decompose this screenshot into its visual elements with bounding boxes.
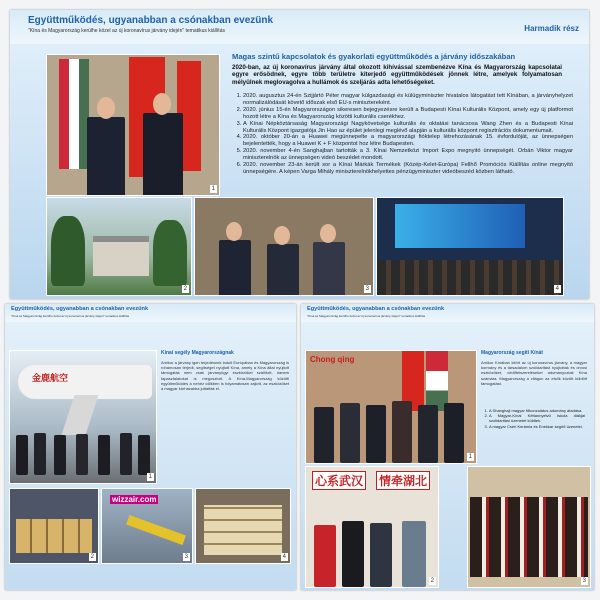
event-item: 3. A Kínai Népköztársaság Magyarországi Nagykövetsége kulturális és oktatási tanácsosa Wang Zhen és a Budapesti Kínai Kulturális Központ igazgatója Jin Hao az épület jelenlegi meglévő alapján a kulturális központ regisztrációs dokumentumait. bbox=[243, 121, 573, 135]
official-3-head bbox=[320, 224, 336, 243]
building bbox=[93, 236, 149, 276]
header-title: Együttműködés, ugyanabban a csónakban evezünk bbox=[307, 306, 445, 312]
photo-number: 2 bbox=[90, 554, 94, 560]
tree-right bbox=[153, 220, 187, 286]
official-1 bbox=[219, 240, 251, 296]
photo-number: 4 bbox=[282, 554, 286, 560]
exhibition-page-3 bbox=[301, 304, 594, 590]
header-subtitle: "Kína és Magyarország kerülhe közel az új koronavírus járvány idején" tematikus kiállítás bbox=[11, 314, 130, 318]
header-title: Együttműködés, ugyanabban a csónakban evezünk bbox=[11, 306, 149, 312]
aid-item: 2. A Magyar-Kínai Kéttannyelvű Iskola diákjai szolidaritási üzenetet küldtek. bbox=[489, 413, 585, 423]
person bbox=[76, 434, 88, 475]
exhibition-page-1 bbox=[10, 10, 589, 299]
photo-number: 1 bbox=[148, 474, 152, 480]
person bbox=[54, 435, 66, 475]
aid-list bbox=[481, 408, 585, 429]
person bbox=[392, 401, 412, 463]
banner-left: 心系武汉 bbox=[312, 471, 366, 490]
airline-text: 金鹿航空 bbox=[32, 373, 69, 383]
person-2 bbox=[143, 113, 183, 196]
header-part-label: Harmadik rész bbox=[524, 24, 579, 33]
choir-row bbox=[470, 497, 588, 577]
body-text: Amikor Kínában kitört az új koronavírus járvány, a magyar kormány és a társadalom szolidaritást nyújtottak és orvosi eszközöket, védőfelszereléseket adományoztak Kína számára. Magyarország a világon az elsők között küldött támogatást. bbox=[481, 360, 587, 386]
person-1-head bbox=[97, 97, 115, 119]
section-title: Magas szintű kapcsolatok és gyakorlati együttműködés a járvány időszakában bbox=[232, 52, 516, 61]
event-item: 4. 2020. október 20-án a Huawei megünnepelte a magyarországi fióktelep létrehozásának 15. évfordulóját, az ünnepségen bejelentették, hogy a Huawei K + F központot hoz létre Budapesten. bbox=[243, 134, 573, 148]
student bbox=[342, 521, 364, 587]
event-item: 1. 2020. augusztus 24-én Szijjártó Péter magyar külgazdasági és külügyminiszter hivatalos látogatást tett Kínában, a járványhelyzet normalizálódását követő időszak első EU-s minisztereként. bbox=[243, 93, 573, 107]
photo-huawei-event bbox=[376, 197, 564, 296]
person bbox=[98, 435, 110, 475]
person bbox=[366, 405, 386, 463]
official-2 bbox=[267, 244, 299, 296]
person bbox=[340, 403, 360, 463]
photo-wizzair-unloading bbox=[101, 488, 193, 564]
person bbox=[138, 435, 150, 475]
photo-number: 4 bbox=[555, 286, 559, 292]
event-item: 6. 2020. november 23-án került sor a Kínai Márkák Termékek (Közép-Kelet-Európa) Fellhő Promóciós Kiállítás online megnyitó ünnepségére. A képen Varga Mihály miniszterelnökhelyettes pénzügyminiszter videóbeszéd közben látható. bbox=[243, 162, 573, 176]
section-title: Kínai segély Magyarországnak bbox=[161, 350, 234, 356]
photo-number: 3 bbox=[582, 578, 586, 584]
official-1-head bbox=[226, 222, 242, 241]
page-header bbox=[10, 10, 589, 45]
person bbox=[34, 433, 46, 475]
exhibition-page-2 bbox=[5, 304, 296, 590]
header-subtitle: "Kína és Magyarország kerülhe közel az új koronavírus járvány idején" tematikus kiállítás bbox=[307, 314, 426, 318]
person bbox=[16, 435, 28, 475]
person bbox=[418, 405, 438, 463]
page-header bbox=[301, 304, 594, 323]
photo-aid-plane-arrival bbox=[9, 350, 157, 484]
photo-number: 2 bbox=[183, 286, 187, 292]
photo-students-solidarity bbox=[305, 466, 439, 588]
photo-warehouse-boxes bbox=[195, 488, 291, 564]
aid-item: 1. A Shanghaji magyar főkonzulátus adomány átadása. bbox=[489, 408, 585, 413]
tree-left bbox=[51, 216, 85, 286]
header-subtitle: "Kína és Magyarország kerülhe közel az új koronavírus járvány idején" tematikus kiállítás bbox=[28, 28, 225, 34]
conveyor bbox=[126, 515, 186, 545]
hungary-flag bbox=[59, 59, 89, 169]
photo-cargo-boxes bbox=[9, 488, 99, 564]
sign-text: wizzair.com bbox=[112, 495, 157, 504]
page-header bbox=[5, 304, 296, 323]
section-title: Magyarország segíti Kínát bbox=[481, 350, 543, 356]
student bbox=[314, 525, 336, 587]
official-3 bbox=[313, 242, 345, 296]
photo-number: 1 bbox=[211, 186, 215, 192]
audience bbox=[377, 260, 563, 295]
person-2-head bbox=[153, 93, 171, 115]
photo-diplomats-meeting bbox=[46, 54, 220, 196]
photo-number: 2 bbox=[430, 578, 434, 584]
boxes bbox=[16, 519, 92, 553]
person bbox=[444, 403, 464, 463]
photo-officials-group bbox=[194, 197, 374, 296]
photo-cultural-center-building bbox=[46, 197, 192, 296]
event-item: 5. 2020. november 4-én Sanghajban tartották a 3. Kínai Nemzetközi Import Expo megnyitó ünnepségét. Orbán Viktor magyar miniszterelnök az ünnepségen videó beszédet mondott. bbox=[243, 148, 573, 162]
person bbox=[120, 433, 132, 475]
official-2-head bbox=[274, 226, 290, 245]
photo-chongqing-delegation bbox=[305, 350, 477, 464]
student bbox=[370, 523, 392, 587]
student bbox=[402, 521, 426, 587]
intro-paragraph: 2020-ban, az új koronavírus járvány által okozott kihívással szembenézve Kína és Magyarország kapcsolatai egyre erősödnek, egyre több területre kiterjedő együttműködések jönnek létre, amelyek folyamatosan mélyülnek meglovagolva a hullámok és szeljárás adta lehetőségeket. bbox=[232, 64, 562, 86]
banner-right: 情牵湖北 bbox=[376, 471, 430, 490]
photo-number: 3 bbox=[184, 554, 188, 560]
body-text: Amikor a járvány igen terjedésnek indult Európában és Magyarország is rohamosan terjedt, segítséget nyújtott Kína, amely a Kína által nyújtott támogatás nem csak járványügyi eszközöket szállított, hanem tapasztalatokat is megosztott. A Kína-Magyarország közötti együttműködés a nehéz időkben is folyamatosan zajlott, az eszközöket a magyar kórházakba juttatták el. bbox=[161, 360, 289, 392]
photo-number: 3 bbox=[365, 286, 369, 292]
hungary-flag bbox=[426, 351, 448, 411]
box-stacks bbox=[204, 505, 282, 555]
header-title: Együttműködés, ugyanabban a csónakban evezünk bbox=[28, 15, 274, 26]
stairs bbox=[62, 395, 99, 435]
events-list bbox=[232, 93, 573, 176]
photo-folk-choir bbox=[467, 466, 591, 588]
photo-number: 1 bbox=[468, 454, 472, 460]
person bbox=[314, 407, 334, 463]
aid-item: 3. A magyar Cséri Kerámia és Enekkar segítő üzenetei. bbox=[489, 424, 585, 429]
stage-screen bbox=[395, 204, 525, 248]
brand-text: Chong qing bbox=[310, 355, 355, 364]
person-1 bbox=[87, 117, 125, 196]
event-item: 2. 2020. június 15-én Magyarországon sikeresen bejegyezésre került a Budapesti Kínai Kulturális Központ, amely egy új platformot hozott létre a Kína és Magyarország közötti kulturális cserékhez. bbox=[243, 107, 573, 121]
